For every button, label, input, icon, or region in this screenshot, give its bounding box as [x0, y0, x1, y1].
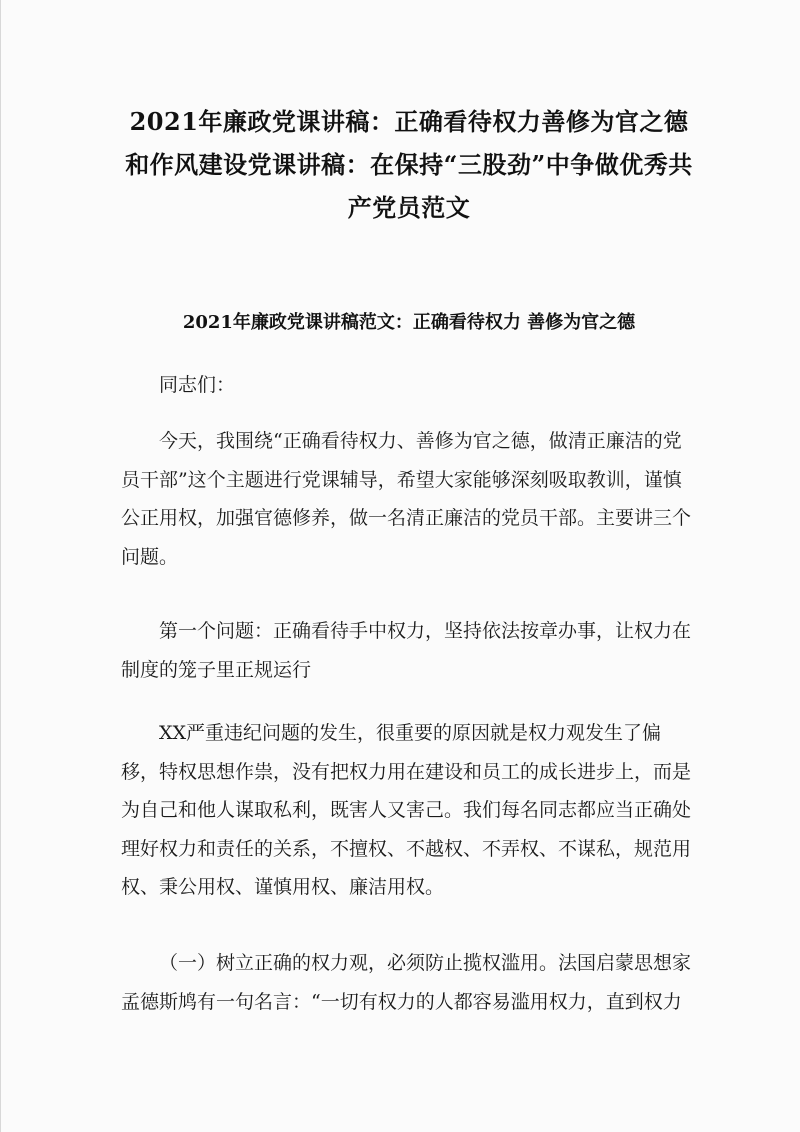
- paragraph-xx-case: XX严重违纪问题的发生，很重要的原因就是权力观发生了偏移，特权思想作祟，没有把权力用在建设和员工的成长进步上，而是为自己和他人谋取私利，既害人又害己。我们每名同志都应当正确处理好权力和责任的关系，不擅权、不越权、不弄权、不谋私，规范用权、秉公用权、谨慎用权、廉洁用权。: [121, 722, 692, 898]
- paragraph-intro: 今天，我围绕“正确看待权力、善修为官之德，做清正廉洁的党员干部”这个主题进行党课辅导，希望大家能够深刻吸取教训，谨慎公正用权，加强官德修养，做一名清正廉洁的党员干部。主要讲三个问题。: [121, 430, 692, 568]
- paragraph-question-one: 第一个问题：正确看待手中权力，坚持依法按章办事，让权力在制度的笼子里正规运行: [121, 620, 692, 681]
- document-subtitle: 2021年廉政党课讲稿范文：正确看待权力 善修为官之德: [182, 312, 636, 333]
- document-title: 2021年廉政党课讲稿：正确看待权力善修为官之德和作风建设党课讲稿：在保持“三股劲”中争做优秀共产党员范文: [125, 107, 693, 222]
- paragraph-salutation: 同志们：: [159, 374, 236, 396]
- paragraph-subpoint-one: （一）树立正确的权力观，必须防止揽权滥用。法国启蒙思想家孟德斯鸠有一句名言：“一切有权力的人都容易滥用权力，直到权力: [121, 952, 692, 1013]
